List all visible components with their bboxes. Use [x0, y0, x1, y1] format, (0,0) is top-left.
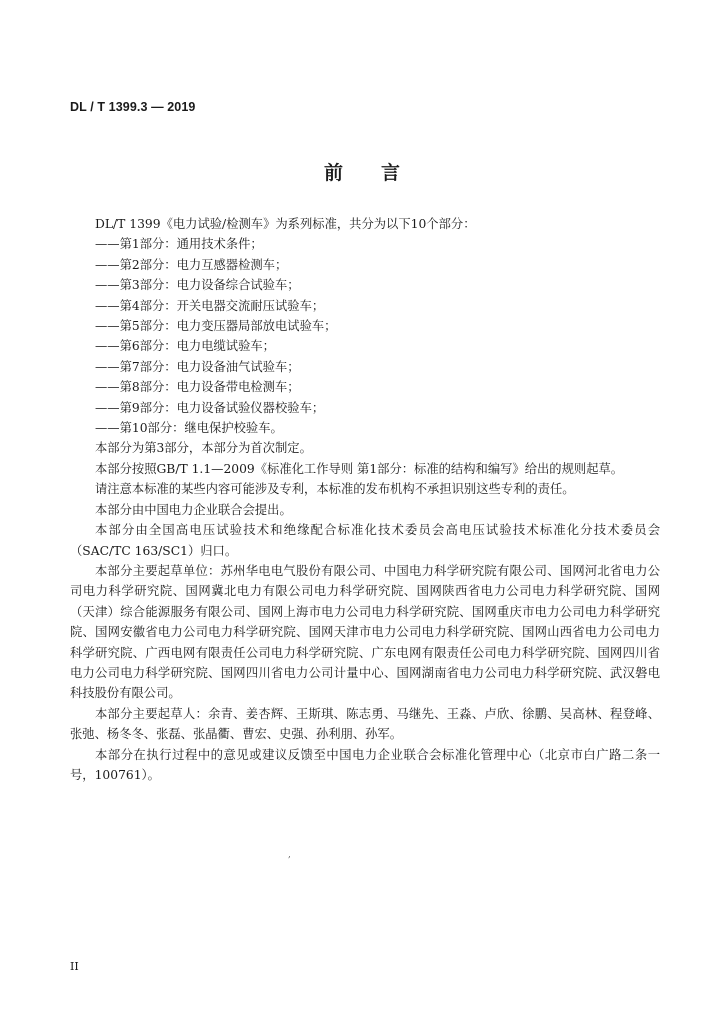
- preface-content: [70, 214, 660, 785]
- this-part-paragraph: 本部分为第3部分，本部分为首次制定。: [95, 441, 312, 456]
- document-code: DL / T 1399.3 — 2019: [70, 100, 196, 114]
- drafters-paragraph: 本部分主要起草人：余青、姜杏辉、王斯琪、陈志勇、马继先、王淼、卢欣、徐鹏、吴高林、程登峰、张弛、杨冬冬、张磊、张晶衢、曹宏、史强、孙利朋、孙军。: [70, 706, 660, 742]
- page-title: 前言: [323, 162, 438, 184]
- list-item: ——第8部分：电力设备带电检测车；: [95, 380, 300, 395]
- list-item: ——第6部分：电力电缆试验车；: [95, 339, 275, 354]
- feedback-paragraph: 本部分在执行过程中的意见或建议反馈至中国电力企业联合会标准化管理中心（北京市白广路二条一号，100761）。: [70, 747, 660, 782]
- proposed-by-paragraph: 本部分由中国电力企业联合会提出。: [95, 502, 292, 517]
- list-item: ——第7部分：电力设备油气试验车；: [95, 359, 300, 374]
- stray-mark: ,: [288, 850, 291, 860]
- list-item: ——第4部分：开关电器交流耐压试验车；: [95, 298, 325, 313]
- list-item: ——第1部分：通用技术条件；: [95, 237, 263, 252]
- patent-notice-paragraph: 请注意本标准的某些内容可能涉及专利，本标准的发布机构不承担识别这些专利的责任。: [95, 482, 575, 497]
- list-item: ——第10部分：继电保护校验车。: [95, 421, 283, 436]
- centralized-by-paragraph: 本部分由全国高电压试验技术和绝缘配合标准化技术委员会高电压试验技术标准化分技术委员会（SAC/TC 163/SC1）归口。: [70, 523, 660, 558]
- intro-paragraph: DL/T 1399《电力试验/检测车》为系列标准，共分为以下10个部分：: [95, 217, 476, 231]
- list-item: ——第2部分：电力互感器检测车；: [95, 257, 288, 272]
- list-item: ——第5部分：电力变压器局部放电试验车；: [95, 319, 337, 334]
- drafting-units-paragraph: 本部分主要起草单位：苏州华电电气股份有限公司、中国电力科学研究院有限公司、国网河北省电力公司电力科学研究院、国网冀北电力有限公司电力科学研究院、国网陕西省电力公司电力科学研究院、国网（天津）综合能源服务有限公司、国网上海市电力公司电力科学研究院、国网重庆市电力公司电力科学研究院、国网安徽省电力公司电力科学研究院、国网天津市电力公司电力科学研究院、国网山西省电力公司电力科学研究院、广西电网有限责任公司电力科学研究院、广东电网有限责任公司电力科学研究院、国网四川省电力公司电力科学研究院、国网四川省电力公司计量中心、国网湖南省电力公司电力科学研究院、武汉磐电科技股份有限公司。: [70, 563, 660, 701]
- page-number: II: [70, 960, 79, 973]
- list-item: ——第3部分：电力设备综合试验车；: [95, 278, 300, 293]
- list-item: ——第9部分：电力设备试验仪器校验车；: [95, 400, 325, 415]
- drafting-rules-paragraph: 本部分按照GB/T 1.1—2009《标准化工作导则 第1部分：标准的结构和编写》给出的规则起草。: [95, 461, 624, 476]
